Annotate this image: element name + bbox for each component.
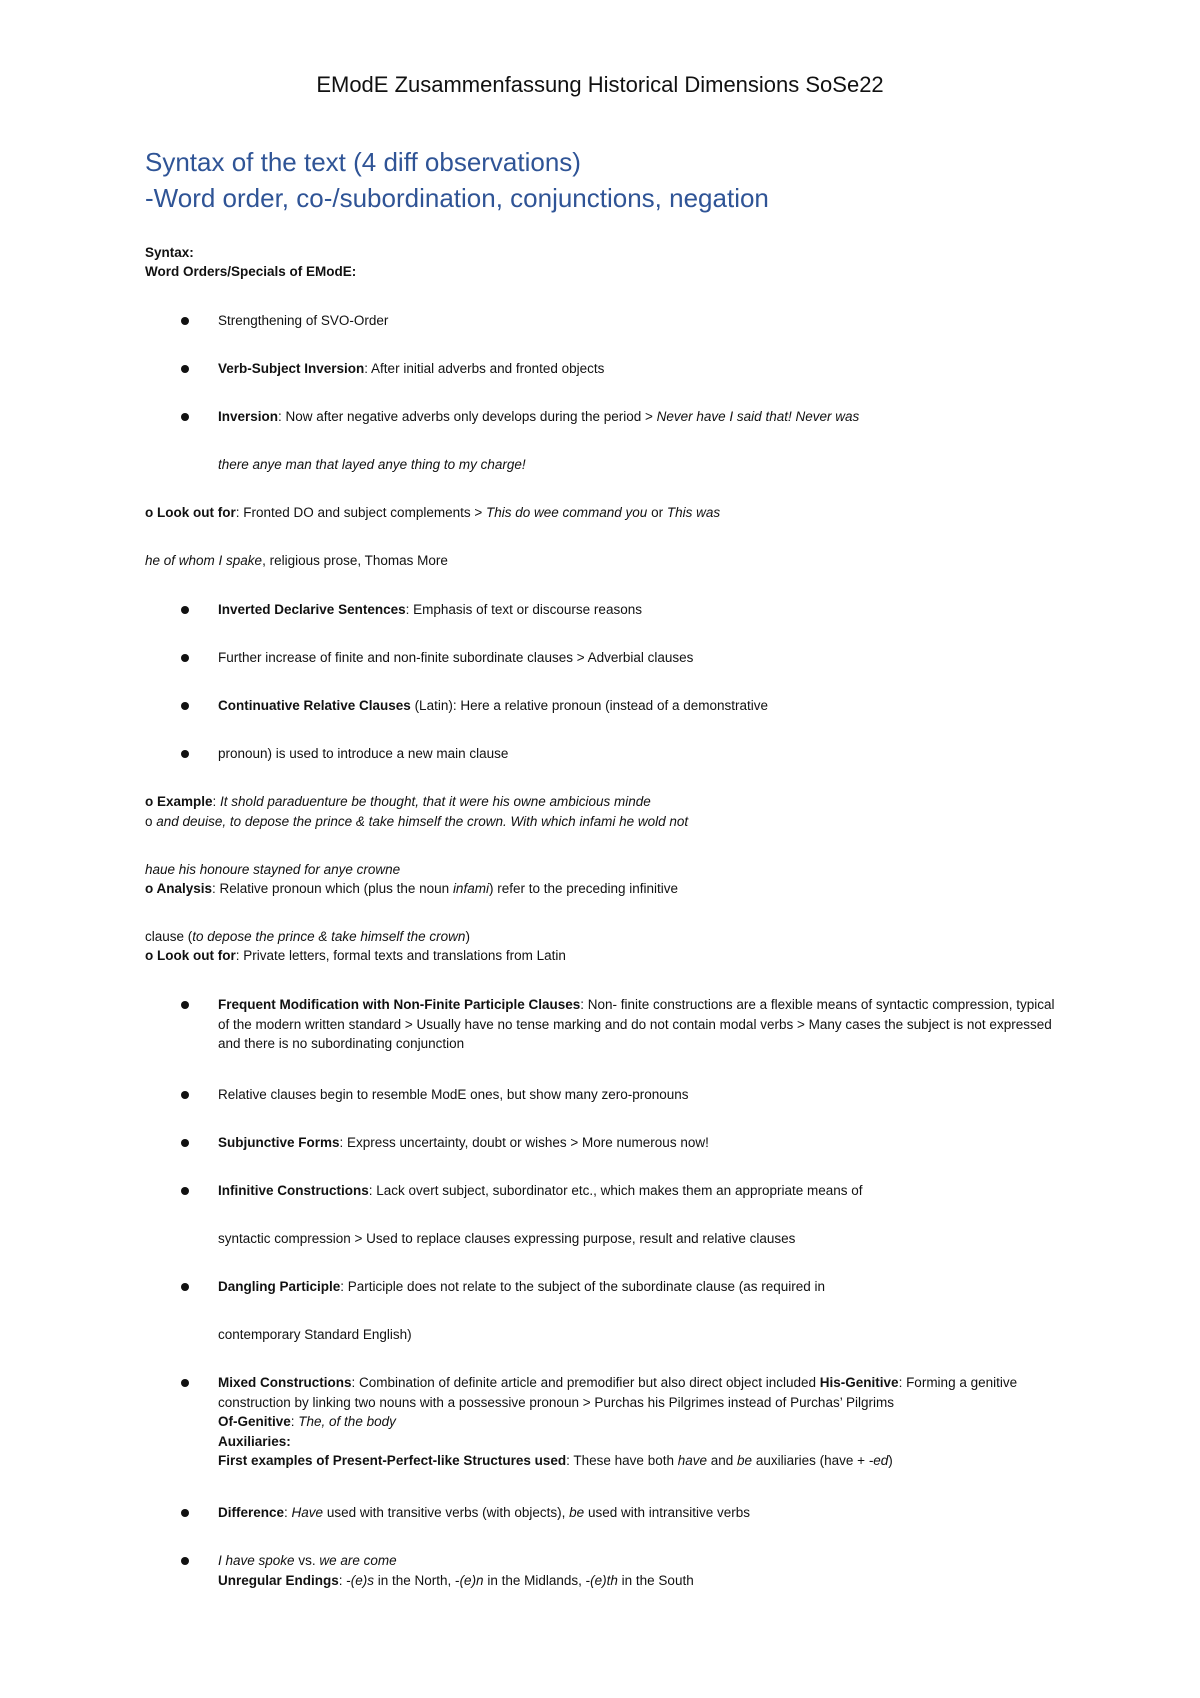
bullet-icon <box>181 1509 189 1517</box>
bullet-icon <box>181 654 189 662</box>
list-item-subjunctive: Subjunctive Forms: Express uncertainty, doubt or wishes > More numerous now! <box>218 1135 709 1150</box>
bullet-icon <box>181 317 189 325</box>
list-item-difference: Difference: Have used with transitive verbs (with objects), be used with intransitive verbs <box>218 1505 751 1520</box>
bullet-icon <box>181 365 189 373</box>
look-out-for-1: o Look out for: Fronted DO and subject complements > This do wee command you or This was <box>145 505 721 520</box>
section-heading-line2: -Word order, co-/subordination, conjunctions, negation <box>145 183 769 213</box>
analysis-line: o Analysis: Relative pronoun which (plus the noun infami) refer to the preceding infinitive <box>145 881 679 896</box>
syntax-label: Syntax: <box>145 245 194 260</box>
list-item-svo: Strengthening of SVO-Order <box>218 313 389 328</box>
list-item-continuative-relative: Continuative Relative Clauses (Latin): Here a relative pronoun (instead of a demonstrative <box>218 698 769 713</box>
list-item-dangling-participle-cont: contemporary Standard English) <box>218 1327 412 1342</box>
list-item-inverted-declarive: Inverted Declarive Sentences: Emphasis of text or discourse reasons <box>218 602 642 617</box>
bullet-icon <box>181 1139 189 1147</box>
look-out-for-1-cont: he of whom I spake, religious prose, Thomas More <box>145 553 448 568</box>
list-item-dangling-participle: Dangling Participle: Participle does not relate to the subject of the subordinate clause (as required in <box>218 1279 826 1294</box>
word-orders-label: Word Orders/Specials of EModE: <box>145 264 357 279</box>
list-item-i-have-spoke: I have spoke vs. we are come Unregular Endings: -(e)s in the North, -(e)n in the Midlands, -(e)th in the South <box>218 1553 694 1588</box>
example-line-1: o Example: It shold paraduenture be thought, that it were his owne ambicious minde <box>145 794 651 809</box>
list-item-relative-clauses: Relative clauses begin to resemble ModE ones, but show many zero-pronouns <box>218 1087 689 1102</box>
look-out-for-2: o Look out for: Private letters, formal texts and translations from Latin <box>145 948 566 963</box>
bullet-icon <box>181 1557 189 1565</box>
list-item-inversion-cont: there anye man that layed anye thing to my charge! <box>218 457 526 472</box>
list-item-infinitive-cont: syntactic compression > Used to replace clauses expressing purpose, result and relative clauses <box>218 1231 796 1246</box>
bullet-icon <box>181 1091 189 1099</box>
example-line-2: o and deuise, to depose the prince & take himself the crown. With which infami he wold not <box>145 814 689 829</box>
bullet-icon <box>181 702 189 710</box>
bullet-icon <box>181 606 189 614</box>
bullet-icon <box>181 1187 189 1195</box>
bullet-icon <box>181 1001 189 1009</box>
list-item-mixed-constructions: Mixed Constructions: Combination of definite article and premodifier but also direct object included His-Genitive: Forming a genitive construction by linking two nouns with a possessive pronoun > Purchas his Pilgrimes instead of Purchas’ Pilgrims Of-Genitive: The, of the body Auxiliaries: First examples of Present-Perfect-like Structures used: These have both have and be auxiliaries (have + -ed) <box>218 1375 1018 1468</box>
list-item-frequent-modification: Frequent Modification with Non-Finite Participle Clauses: Non- finite constructions are a flexible means of syntactic compression, typical of the modern written standard > Usually have no tense marking and do not contain modal verbs > Many cases the subject is not expressed and there is no subordinating conjunction <box>218 997 1055 1051</box>
list-item-pronoun: pronoun) is used to introduce a new main clause <box>218 746 509 761</box>
bullet-icon <box>181 1379 189 1387</box>
bullet-icon <box>181 1283 189 1291</box>
example-line-3: haue his honoure stayned for anye crowne <box>145 862 401 877</box>
list-item-further-increase: Further increase of finite and non-finite subordinate clauses > Adverbial clauses <box>218 650 694 665</box>
analysis-clause: clause (to depose the prince & take himself the crown) <box>145 929 470 944</box>
document-title: EModE Zusammenfassung Historical Dimensions SoSe22 <box>316 72 884 97</box>
list-item-verb-subject-inversion: Verb-Subject Inversion: After initial adverbs and fronted objects <box>218 361 605 376</box>
bullet-icon <box>181 750 189 758</box>
list-item-infinitive: Infinitive Constructions: Lack overt subject, subordinator etc., which makes them an appropriate means of <box>218 1183 863 1198</box>
list-item-inversion: Inversion: Now after negative adverbs only develops during the period > Never have I said that! Never was <box>218 409 860 424</box>
section-heading-line1: Syntax of the text (4 diff observations) <box>145 147 581 177</box>
bullet-icon <box>181 413 189 421</box>
